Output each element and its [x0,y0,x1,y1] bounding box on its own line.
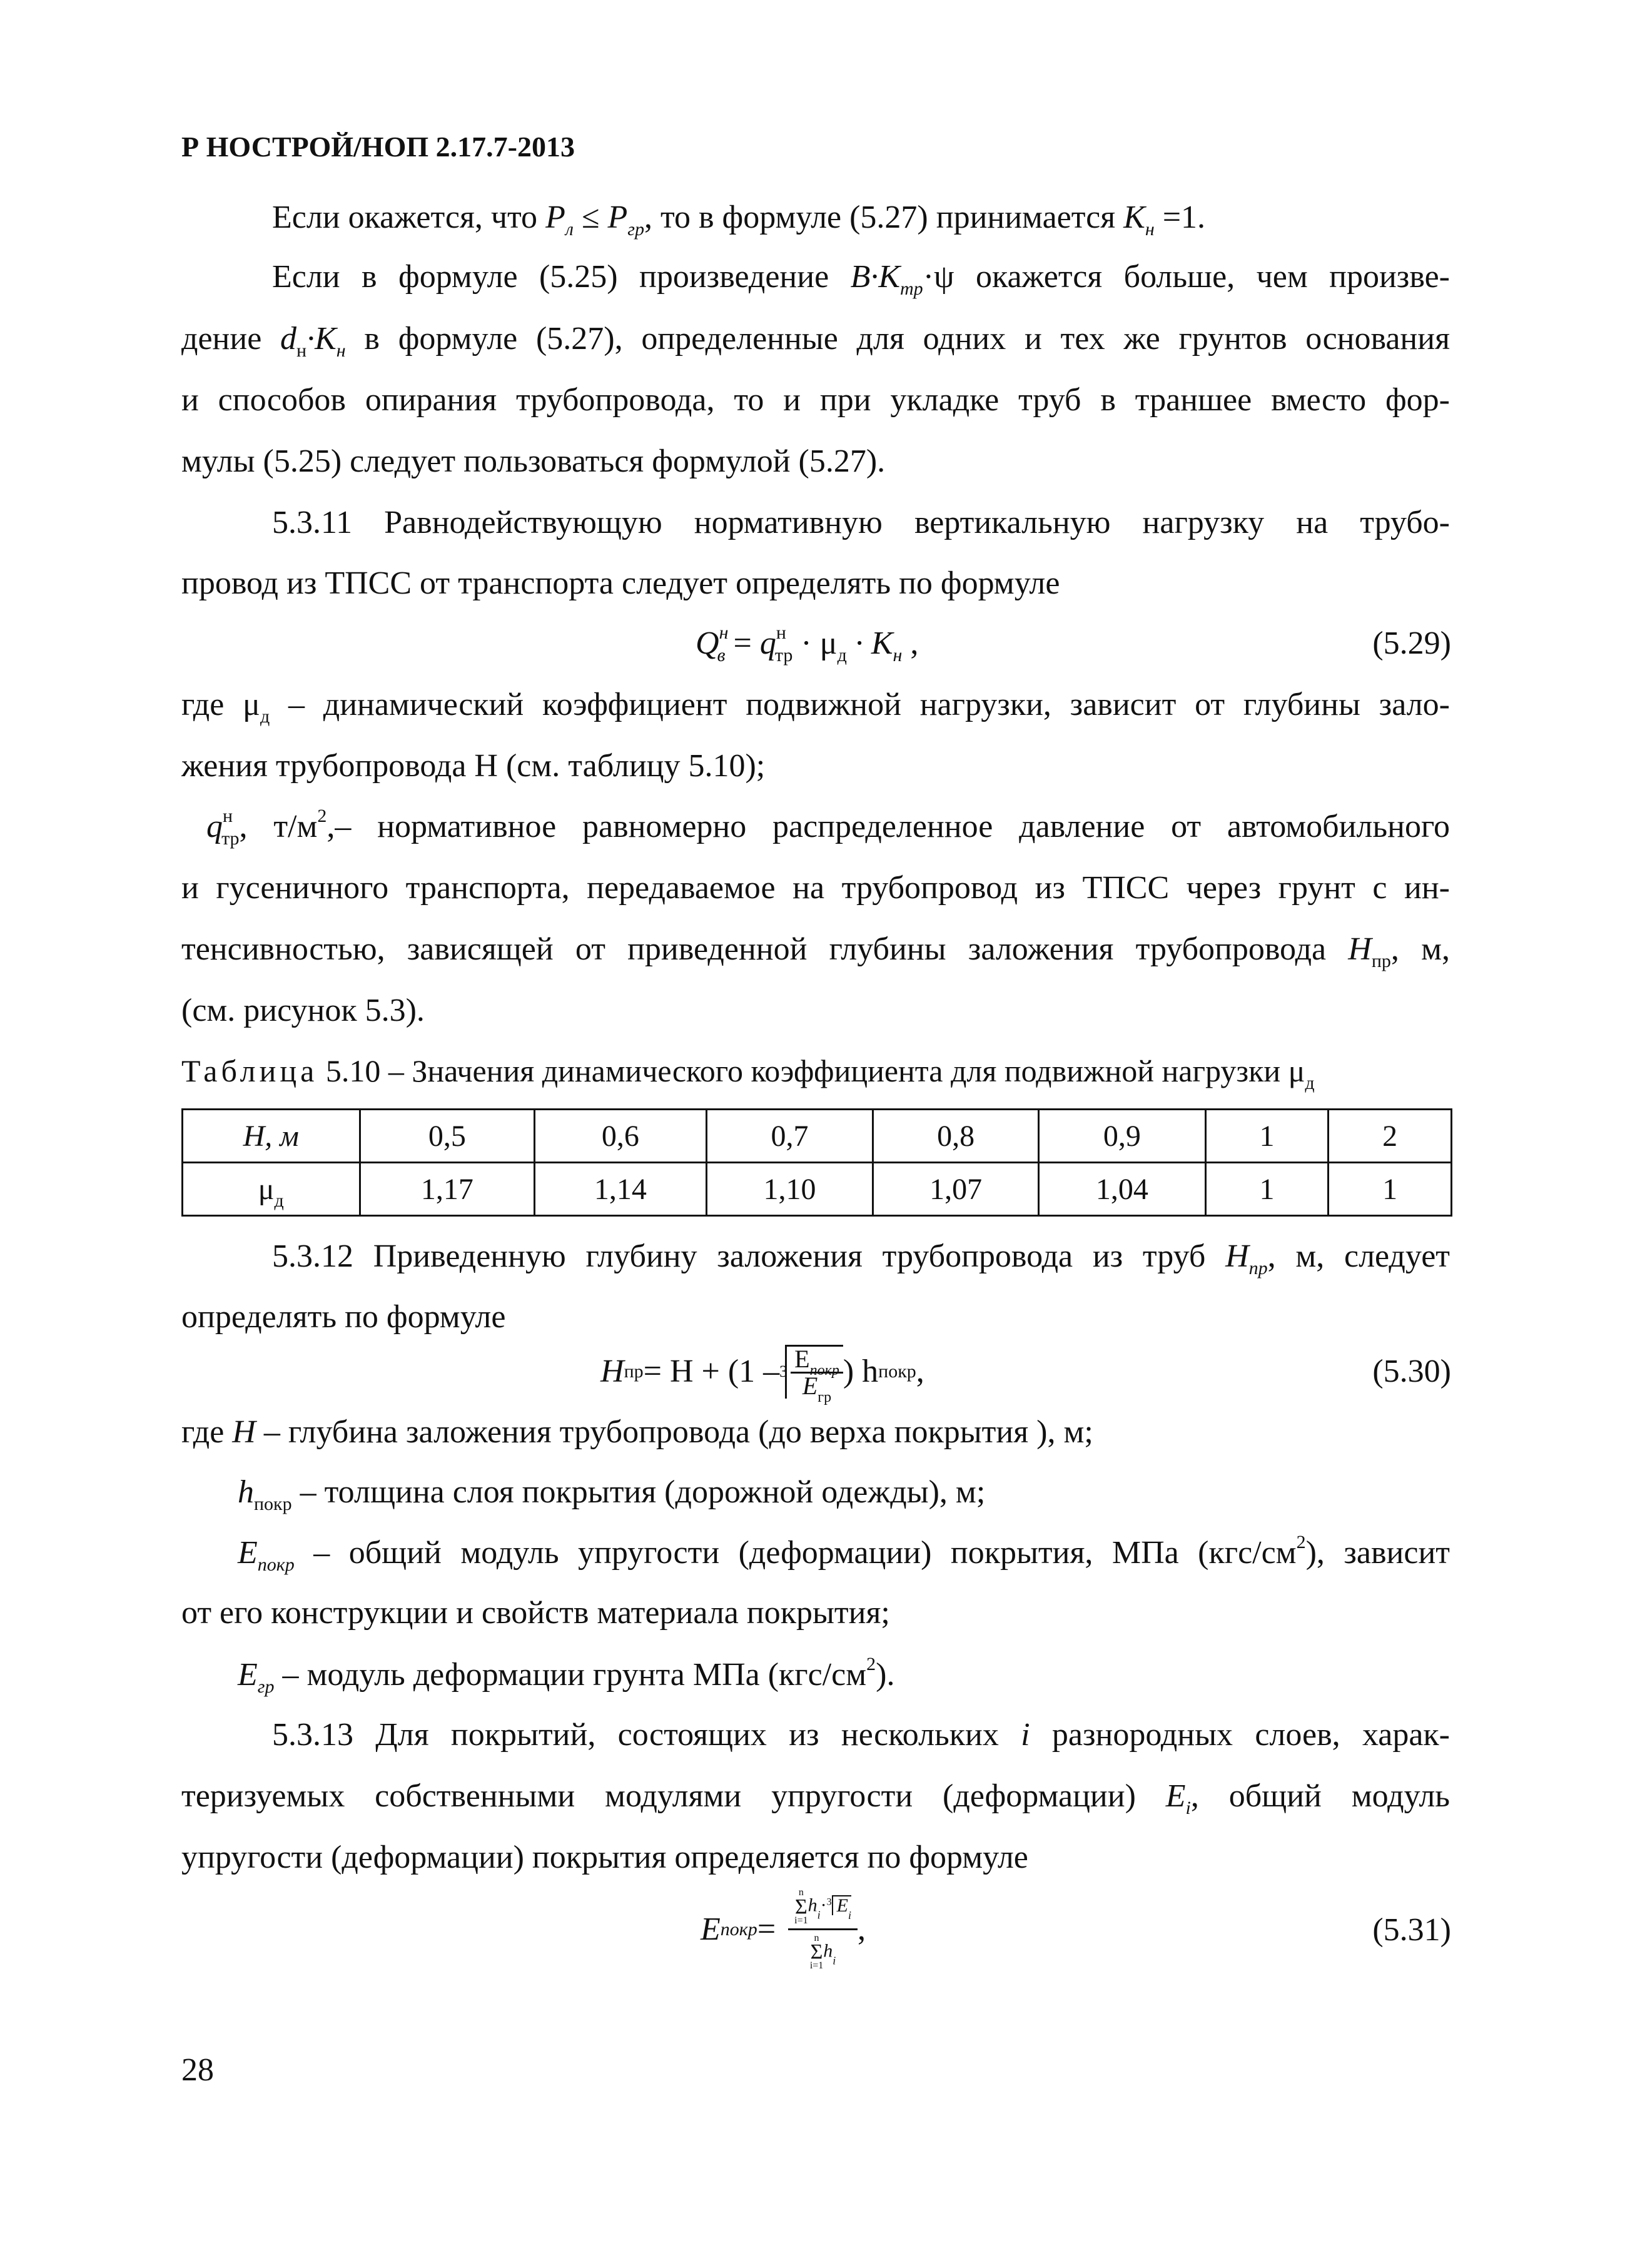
q-definition-line4: (см. рисунок 5.3). [181,993,425,1028]
paragraph-formula-choice-line1: Если в формуле (5.25) произведение $B\cdot K_{тр}\cdot\psi$ окажется больше, чем произве- [272,259,1450,299]
clause-5-3-13-line2: теризуемых собственными модулями упругости (деформации) $E_i$, общий модуль [181,1778,1450,1818]
mu-definition-line2: жения трубопровода Н (см. таблицу 5.10); [181,748,766,784]
table-cell: 1,04 [1039,1163,1206,1216]
clause-5-3-12-line1: 5.3.12 Приведенную глубину заложения трубопровода из труб $H_{пр}$, м, следует [272,1238,1450,1278]
table-cell: 0,5 [360,1110,535,1163]
cube-root: $\frac{E_{покр}}{E_{гр}}$ [785,1345,843,1399]
paragraph-formula-choice-line2: дение $d_н\cdot K_н$ в формуле (5.27), определенные для одних и тех же грунтов основания [181,321,1450,361]
table-cell: 1,10 [706,1163,873,1216]
formula-5-30: H пр = H + (1 – 3 $\frac{E_{покр}}{E_{гр}}$ ) h покр , [600,1345,924,1405]
table-cell: $\mu_д$ [183,1163,360,1216]
epokr-definition-line2: от его конструкции и свойств материала покрытия; [181,1595,890,1631]
clause-5-3-11-line1: 5.3.11 Равнодействующую нормативную вертикальную нагрузку на трубо- [272,505,1450,540]
table-cell: 2 [1329,1110,1452,1163]
formula-5-29-number: (5.29) [1372,625,1451,661]
table-cell: 0,9 [1039,1110,1206,1163]
table-cell: 0,7 [706,1110,873,1163]
q-definition-line3: тенсивностью, зависящей от приведенной глубины заложения трубопровода $H_{пр}$, м, [181,931,1450,971]
formula-5-31-fraction: n Σ i=1 $h_i\cdot^3$ $E_i$ n Σ i=1 $h_i$ [788,1888,858,1971]
clause-5-3-13-line1: 5.3.13 Для покрытий, состоящих из нескольких i разнородных слоев, харак- [272,1717,1450,1753]
document-code-header: Р НОСТРОЙ/НОП 2.17.7-2013 [181,131,575,163]
table-cell: 1,07 [873,1163,1039,1216]
formula-5-31: E покр = n Σ i=1 $h_i\cdot^3$ $E_i$ n Σ i=1 $h_i$ , [701,1887,866,1972]
table-dynamic-coefficient [181,1108,1452,1217]
formula-5-30-number: (5.30) [1372,1354,1451,1389]
table-cell: 1 [1205,1163,1329,1216]
table-cell: 1,14 [535,1163,707,1216]
clause-5-3-11-line2: провод из ТПСС от транспорта следует определять по формуле [181,565,1060,601]
paragraph-formula-choice-line3: и способов опирания трубопровода, то и при укладке труб в траншее вместо фор- [181,382,1450,418]
hpokr-definition: $h_{покр}$ – толщина слоя покрытия (дорожной одежды), м; [238,1474,986,1514]
formula-5-29: $Q^н_в = q^н_{тр} \cdot \mu_д \cdot K_н$ , [696,622,919,666]
q-definition-line2: и гусеничного транспорта, передаваемое на трубопровод из ТПСС через грунт с ин- [181,870,1450,906]
table-cell: 1,17 [360,1163,535,1216]
egr-definition: $E_{гр}$ – модуль деформации грунта МПа $(кгс/см^2)$. [238,1654,895,1697]
table-row-mu [183,1163,1452,1216]
table-cell: H, м [183,1110,360,1163]
table-cell: 0,6 [535,1110,707,1163]
table-cell: 1 [1329,1163,1452,1216]
clause-5-3-12-line2: определять по формуле [181,1299,506,1335]
mu-definition-line1: где $\mu_д$ – динамический коэффициент подвижной нагрузки, зависит от глубины зало- [181,687,1450,727]
table-caption: Таблица 5.10 – Значения динамического коэффициента для подвижной нагрузки $\mu_д$ [181,1053,1315,1093]
h-definition: где H – глубина заложения трубопровода (до верха покрытия ), м; [181,1414,1093,1450]
epokr-definition-line1: $E_{покр}$ – общий модуль упругости (деформации) покрытия, МПа $(кгс/см^2)$, зависит [238,1532,1450,1575]
page-number: 28 [181,2052,214,2088]
table-cell: 1 [1205,1110,1329,1163]
formula-5-31-number: (5.31) [1372,1912,1451,1948]
paragraph-condition: Если окажется, что $P_л \le P_{гр}$, то в формуле (5.27) принимается $K_н =1$. [272,200,1206,240]
q-definition-line1: $q^н_{тр}$, $т/м^2,-$ нормативное равномерно распределенное давление от автомобильного [206,806,1450,849]
clause-5-3-13-line3: упругости (деформации) покрытия определяется по формуле [181,1840,1028,1875]
table-cell: 0,8 [873,1110,1039,1163]
table-row-depth [183,1110,1452,1163]
paragraph-formula-choice-line4: мулы (5.25) следует пользоваться формулой (5.27). [181,443,886,479]
